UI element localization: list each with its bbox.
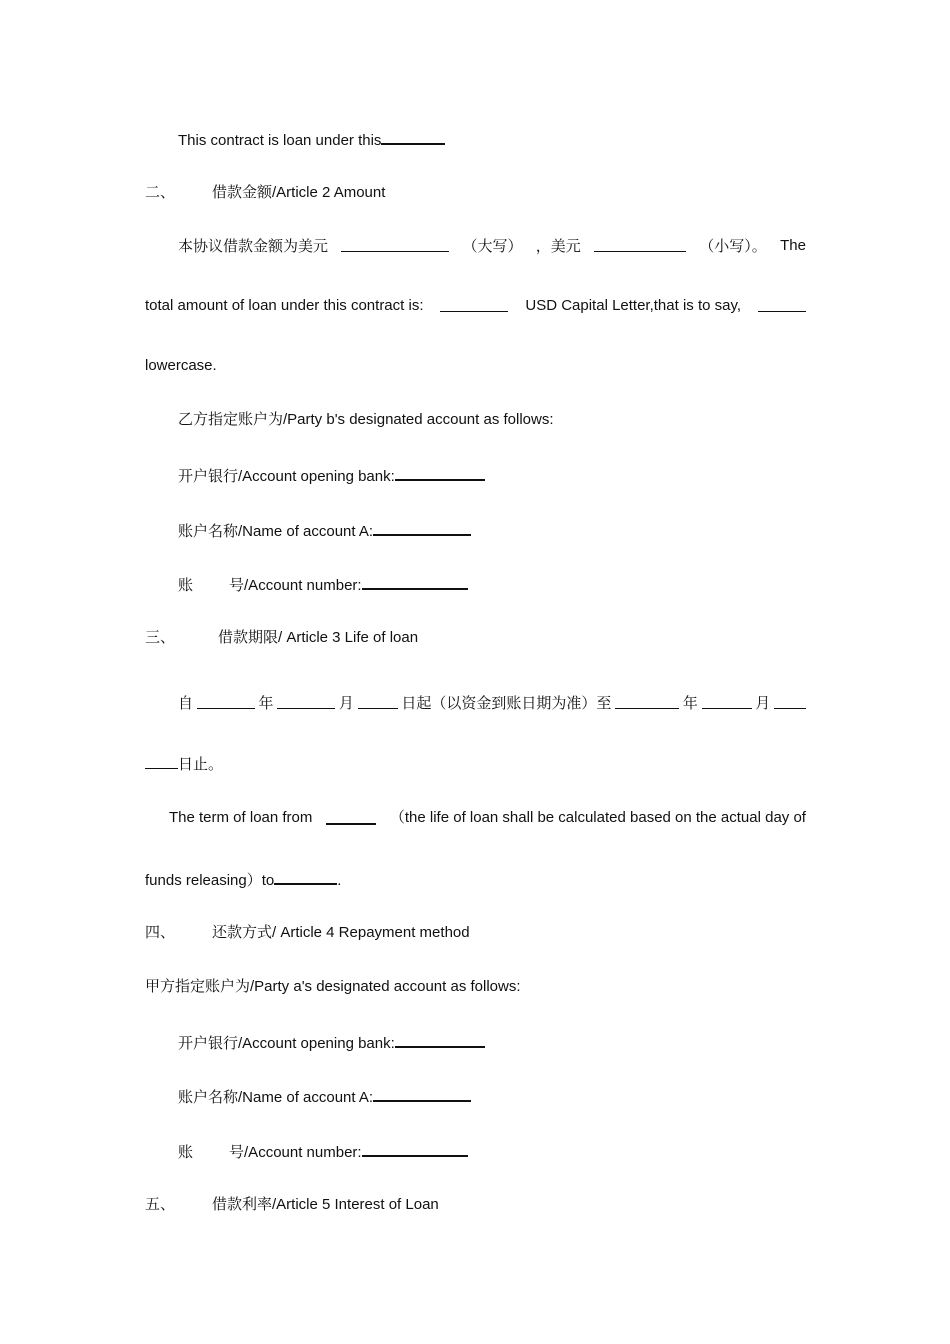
- article-2-para-line-1: [178, 236, 806, 256]
- term-day-to-blank-a: [774, 693, 806, 709]
- amount-cn-prefix: 本协议借款金额为美元: [178, 237, 329, 255]
- party-a-name-line: [178, 1085, 471, 1108]
- party-b-name-line: [178, 519, 471, 542]
- amount-lower-blank: [594, 236, 686, 252]
- article-3-en-line-2: [145, 868, 341, 891]
- party-a-name-label: 账户名称/Name of account A:: [178, 1089, 374, 1106]
- article-4-heading: [145, 922, 470, 943]
- article-3-cn-line-1: [178, 693, 806, 713]
- term-year-to-blank: [615, 693, 679, 709]
- amount-en-blank-1: [440, 296, 508, 312]
- amount-capital-label: （大写）: [462, 237, 523, 255]
- term-cn-month: 月: [338, 694, 354, 712]
- article-2-heading: [145, 182, 385, 203]
- party-b-number-label-a: 账: [178, 576, 194, 594]
- term-cn-from: 自: [178, 694, 194, 712]
- article-5-title: 借款利率/Article 5 Interest of Loan: [212, 1196, 439, 1213]
- amount-capital-blank: [341, 236, 449, 252]
- amount-en-start: The: [780, 237, 806, 254]
- term-en-c: funds releasing）to: [145, 872, 275, 889]
- article-2-number: 二、: [145, 183, 176, 201]
- article-3-cn-line-2: [145, 753, 223, 775]
- party-a-bank-blank: [395, 1031, 485, 1048]
- article-4-title: 还款方式/ Article 4 Repayment method: [212, 924, 470, 941]
- party-b-number-blank: [362, 573, 468, 590]
- article-2-para-line-3: [145, 356, 217, 376]
- party-b-bank-blank: [395, 464, 485, 481]
- party-a-name-blank: [373, 1085, 471, 1102]
- term-cn-year-2: 年: [682, 694, 698, 712]
- party-b-number-label-b: 号/Account number:: [229, 577, 362, 594]
- term-year-from-blank: [197, 693, 255, 709]
- article-5-number: 五、: [145, 1195, 176, 1213]
- intro-blank: [381, 128, 445, 145]
- article-2-title: 借款金额/Article 2 Amount: [212, 184, 386, 201]
- term-day-from-blank: [358, 693, 398, 709]
- term-en-a: The term of loan from: [169, 809, 313, 826]
- term-cn-year: 年: [258, 694, 274, 712]
- term-cn-end: 日止。: [178, 755, 224, 773]
- term-cn-day-from: 日起（以资金到账日期为准）至: [401, 694, 612, 712]
- party-b-number-line: [178, 573, 468, 596]
- intro-text: This contract is loan under this: [178, 132, 382, 149]
- article-2-para-line-2: [145, 296, 806, 316]
- party-b-name-blank: [373, 519, 471, 536]
- term-month-from-blank: [277, 693, 335, 709]
- term-en-d: .: [337, 872, 342, 889]
- party-a-number-blank: [362, 1140, 468, 1157]
- party-a-bank-line: [178, 1031, 485, 1054]
- term-month-to-blank: [702, 693, 752, 709]
- amount-usd-label: ，美元: [535, 237, 581, 255]
- term-en-b: （the life of loan shall be calculated based on the actual day of: [389, 809, 806, 826]
- party-a-number-line: [178, 1140, 468, 1163]
- party-a-account-intro: [145, 977, 521, 997]
- term-cn-month-2: 月: [755, 694, 771, 712]
- amount-lower-label: （小写）。: [699, 237, 767, 255]
- party-b-account-intro-text: 乙方指定账户为/Party b's designated account as follows:: [178, 411, 554, 428]
- term-day-to-blank-b: [145, 753, 178, 769]
- article-3-number: 三、: [145, 628, 176, 646]
- article-3-title: 借款期限/ Article 3 Life of loan: [218, 629, 419, 646]
- article-3-heading: [145, 627, 418, 648]
- party-a-account-intro-text: 甲方指定账户为/Party a's designated account as follows:: [145, 978, 521, 995]
- amount-en-text-b: USD Capital Letter,that is to say,: [525, 297, 742, 314]
- article-4-number: 四、: [145, 923, 176, 941]
- amount-en-blank-2: [758, 296, 806, 312]
- party-a-bank-label: 开户银行/Account opening bank:: [178, 1035, 395, 1052]
- party-b-name-label: 账户名称/Name of account A:: [178, 523, 374, 540]
- amount-en-lowercase: lowercase.: [145, 357, 217, 374]
- term-en-to-blank: [274, 868, 337, 885]
- intro-line: [178, 128, 445, 151]
- article-3-en-line-1: [169, 808, 806, 828]
- party-b-bank-label: 开户银行/Account opening bank:: [178, 468, 395, 485]
- term-en-from-blank: [326, 808, 376, 825]
- article-5-heading: [145, 1194, 439, 1215]
- party-a-number-label-a: 账: [178, 1143, 194, 1161]
- amount-en-text-a: total amount of loan under this contract is:: [145, 297, 424, 314]
- party-b-account-intro: [178, 410, 554, 430]
- party-b-bank-line: [178, 464, 485, 487]
- party-a-number-label-b: 号/Account number:: [229, 1144, 362, 1161]
